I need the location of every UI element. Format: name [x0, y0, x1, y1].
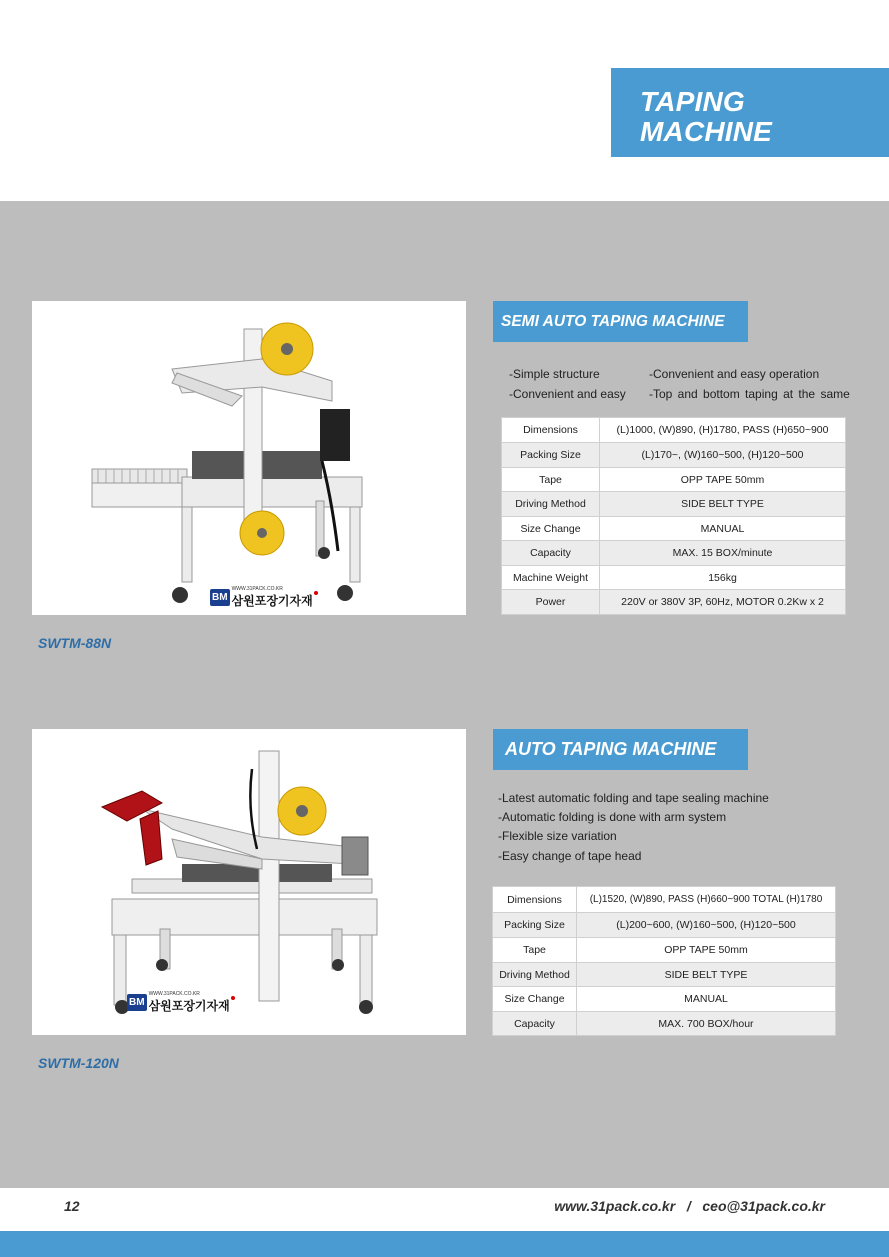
- feature-item: -Simple structure: [509, 367, 600, 381]
- logo-url: WWW.31PACK.CO.KR: [148, 991, 200, 997]
- logo-badge: BM: [210, 589, 230, 606]
- logo-badge: BM: [127, 994, 147, 1011]
- footer-contact: www.31pack.co.kr / ceo@31pack.co.kr: [554, 1198, 825, 1214]
- spec-value: SIDE BELT TYPE: [577, 963, 836, 987]
- spec-label: Capacity: [493, 1012, 577, 1036]
- logo-url: WWW.31PACK.CO.KR: [231, 586, 283, 592]
- feature-item: -Convenient and easy operation: [649, 367, 820, 381]
- logo-dot: [231, 996, 235, 1000]
- spec-value: OPP TAPE 50mm: [577, 938, 836, 963]
- spec-value: (L)170~, (W)160~500, (H)120~500: [600, 443, 846, 468]
- section-title: SEMI AUTO TAPING MACHINE: [493, 301, 748, 342]
- bottom-bar: [0, 1231, 889, 1257]
- spec-label: Power: [502, 590, 600, 615]
- spec-label: Size Change: [493, 987, 577, 1012]
- model-name: SWTM-120N: [38, 1055, 119, 1071]
- spec-label: Driving Method: [502, 492, 600, 517]
- spec-value: 156kg: [600, 566, 846, 590]
- spec-row: [493, 987, 836, 1012]
- product-photo-auto: [32, 729, 466, 1035]
- spec-value: SIDE BELT TYPE: [600, 492, 846, 517]
- feature-item: -Top and bottom taping at the same: [649, 387, 850, 401]
- spec-label: Dimensions: [502, 418, 600, 443]
- page-title-line2: MACHINE: [640, 116, 773, 147]
- section-title: AUTO TAPING MACHINE: [493, 729, 748, 770]
- spec-value: OPP TAPE 50mm: [600, 468, 846, 492]
- spec-row: [502, 541, 846, 566]
- spec-value: (L)200~600, (W)160~500, (H)120~500: [577, 913, 836, 938]
- page-number: 12: [64, 1198, 80, 1214]
- feature-item: -Automatic folding is done with arm system: [498, 810, 727, 824]
- spec-row: [502, 492, 846, 517]
- spec-label: Driving Method: [493, 963, 577, 987]
- spec-table: [492, 886, 836, 1036]
- spec-row: [502, 418, 846, 443]
- spec-row: [502, 468, 846, 492]
- page-title-line1: TAPING: [640, 86, 745, 117]
- spec-row: [502, 517, 846, 541]
- feature-item: -Easy change of tape head: [498, 849, 642, 863]
- header-banner: [611, 68, 889, 157]
- spec-label: Packing Size: [493, 913, 577, 938]
- spec-value: MAX. 700 BOX/hour: [577, 1012, 836, 1036]
- spec-label: Packing Size: [502, 443, 600, 468]
- model-name: SWTM-88N: [38, 635, 112, 651]
- spec-row: [493, 913, 836, 938]
- feature-item: -Convenient and easy: [509, 387, 626, 401]
- spec-value: MANUAL: [577, 987, 836, 1012]
- brand-logo: [127, 991, 235, 1014]
- feature-item: -Latest automatic folding and tape sealing machine: [498, 791, 769, 805]
- feature-list: [498, 791, 858, 871]
- spec-row: [493, 887, 836, 913]
- spec-row: [493, 1012, 836, 1036]
- spec-value: MANUAL: [600, 517, 846, 541]
- feature-item: -Flexible size variation: [498, 829, 617, 843]
- spec-label: Dimensions: [493, 887, 577, 913]
- spec-value: (L)1520, (W)890, PASS (H)660~900 TOTAL (H)1780: [577, 887, 836, 913]
- spec-label: Tape: [493, 938, 577, 963]
- spec-value: MAX. 15 BOX/minute: [600, 541, 846, 566]
- spec-row: [493, 938, 836, 963]
- spec-row: [502, 566, 846, 590]
- spec-row: [493, 963, 836, 987]
- logo-brand: 삼원포장기자재: [148, 999, 230, 1013]
- spec-label: Machine Weight: [502, 566, 600, 590]
- spec-label: Capacity: [502, 541, 600, 566]
- spec-value: 220V or 380V 3P, 60Hz, MOTOR 0.2Kw x 2: [600, 590, 846, 615]
- brand-logo: [210, 586, 318, 609]
- logo-brand: 삼원포장기자재: [231, 594, 313, 608]
- spec-label: Size Change: [502, 517, 600, 541]
- product-photo-semi-auto: [32, 301, 466, 615]
- spec-table: [501, 417, 846, 615]
- spec-row: [502, 590, 846, 615]
- feature-list: [507, 367, 867, 407]
- spec-value: (L)1000, (W)890, (H)1780, PASS (H)650~900: [600, 418, 846, 443]
- logo-dot: [314, 591, 318, 595]
- spec-label: Tape: [502, 468, 600, 492]
- spec-row: [502, 443, 846, 468]
